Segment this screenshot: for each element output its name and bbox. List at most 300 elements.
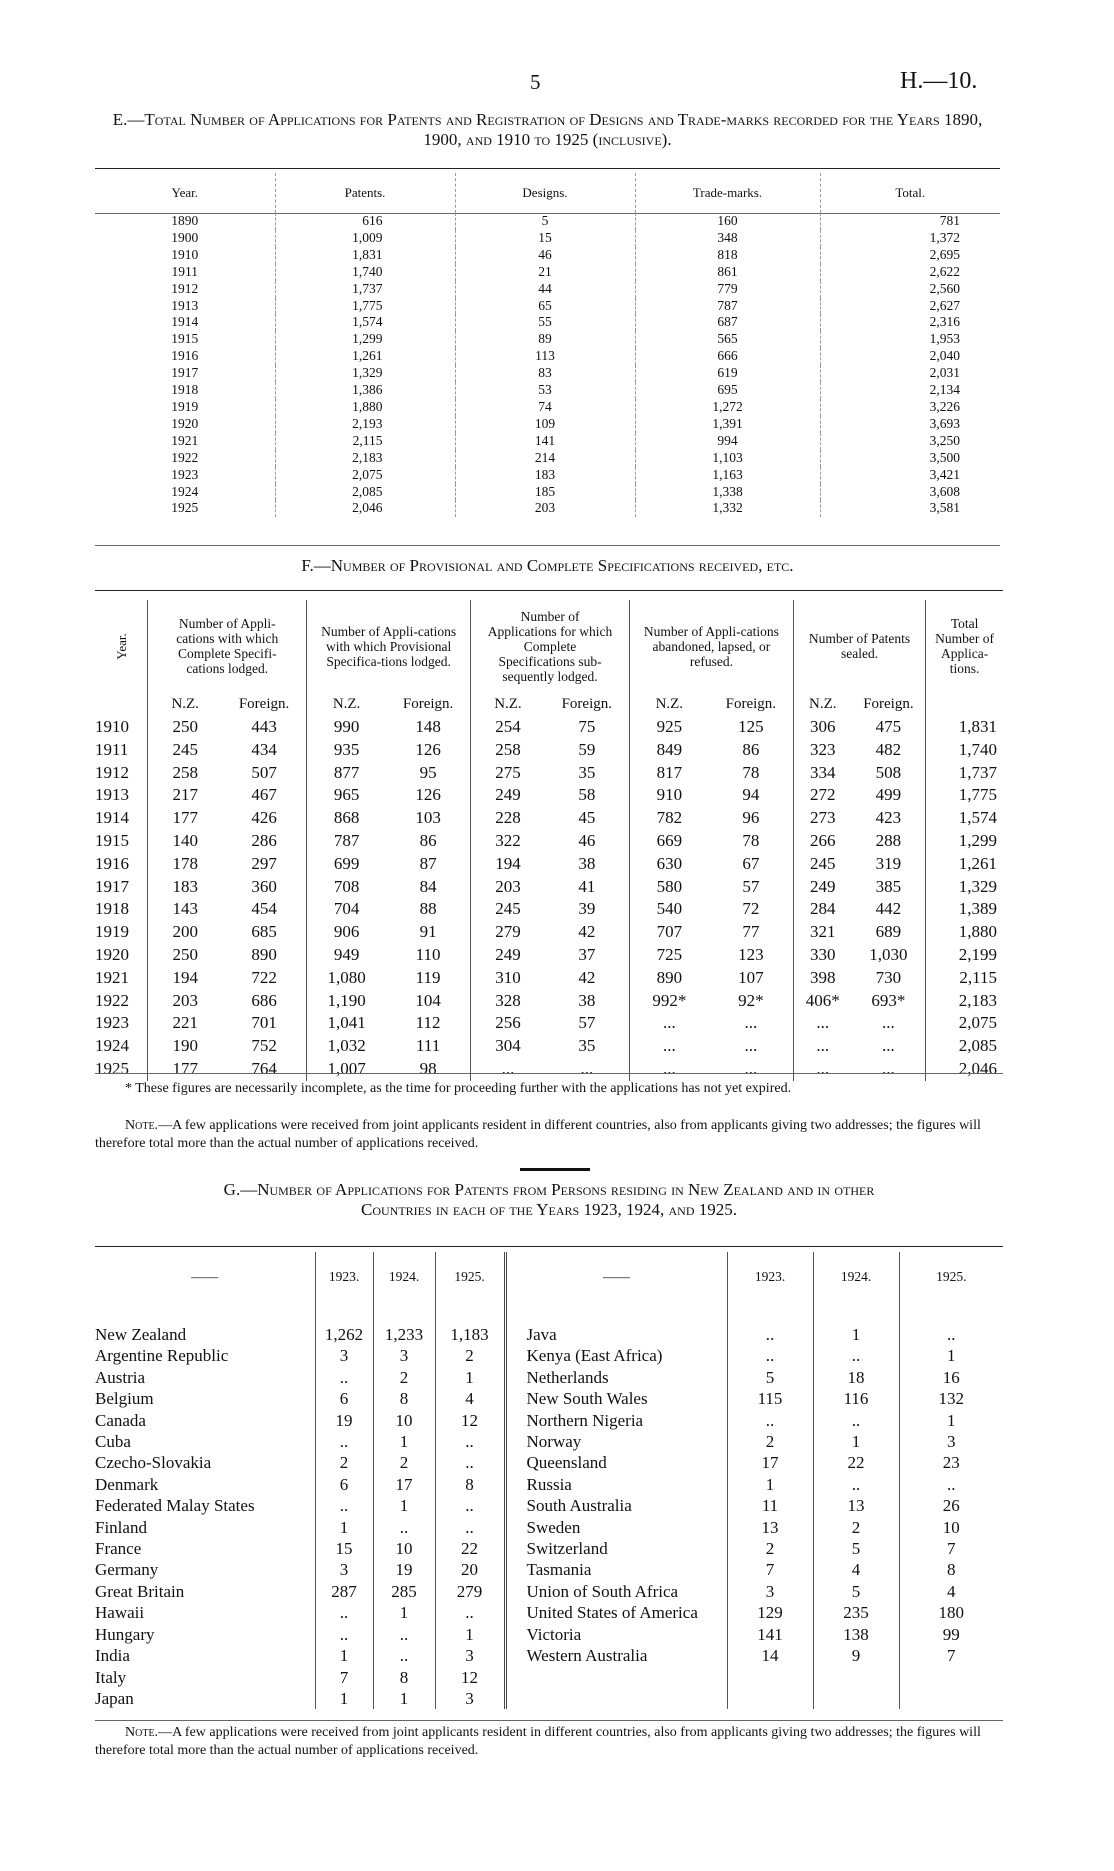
table-f-body xyxy=(95,716,1003,1081)
table-cell: 323 xyxy=(793,739,851,762)
column-header: Year. xyxy=(171,185,198,200)
empty-cell xyxy=(505,1688,727,1709)
note-label: Note. xyxy=(125,1725,159,1740)
table-cell: 272 xyxy=(793,784,851,807)
table-row xyxy=(95,1388,1003,1409)
table-cell: 12 xyxy=(435,1667,505,1688)
table-cell: 454 xyxy=(251,899,277,919)
table-cell: 112 xyxy=(415,1013,441,1033)
table-cell: 499 xyxy=(875,785,902,805)
table-cell: 1910 xyxy=(95,717,129,736)
table-g-title-rule xyxy=(520,1168,590,1171)
table-cell: 1,032 xyxy=(307,1035,386,1058)
table-cell: 141 xyxy=(455,433,635,450)
country-name: Netherlands xyxy=(505,1367,727,1388)
table-cell: 129 xyxy=(727,1602,813,1623)
country-name: Western Australia xyxy=(505,1645,727,1666)
table-g xyxy=(95,1252,1003,1709)
table-cell: .. xyxy=(727,1345,813,1366)
table-cell: .. xyxy=(373,1624,435,1645)
table-row xyxy=(95,365,1000,382)
table-cell: 2 xyxy=(373,1367,435,1388)
table-cell: 990 xyxy=(307,716,386,739)
table-cell: ... xyxy=(793,1035,851,1058)
table-cell: 1,007 xyxy=(307,1058,386,1081)
table-cell: 1922 xyxy=(171,449,199,465)
table-cell: .. xyxy=(813,1410,899,1431)
table-cell: 1,030 xyxy=(869,944,908,964)
table-cell: 1,261 xyxy=(275,348,455,365)
sub-header-foreign: Foreign. xyxy=(402,696,454,712)
table-cell: 285 xyxy=(373,1581,435,1602)
table-cell: 3,581 xyxy=(820,500,1000,517)
table-cell: 689 xyxy=(875,922,902,942)
table-cell: 245 xyxy=(793,853,851,876)
table-cell: 334 xyxy=(793,762,851,785)
table-cell: 91 xyxy=(419,922,437,942)
table-cell: 2 xyxy=(373,1452,435,1473)
table-cell: 817 xyxy=(629,762,708,785)
country-name: Finland xyxy=(95,1517,147,1537)
table-row xyxy=(95,416,1000,433)
note-label: Note. xyxy=(125,1118,159,1133)
table-cell: 1 xyxy=(727,1474,813,1495)
table-row xyxy=(95,876,1003,899)
table-cell: 994 xyxy=(635,433,820,450)
country-name: Italy xyxy=(95,1667,127,1687)
table-cell: 200 xyxy=(148,921,222,944)
table-cell: 7 xyxy=(727,1559,813,1580)
year-header xyxy=(95,600,148,692)
table-cell: 203 xyxy=(471,876,545,899)
table-cell: 1 xyxy=(373,1602,435,1623)
sub-header-foreign: Foreign. xyxy=(725,696,777,712)
table-cell: 348 xyxy=(635,230,820,247)
table-cell: 1,080 xyxy=(307,967,386,990)
table-cell: 701 xyxy=(251,1013,277,1033)
table-row xyxy=(95,281,1000,298)
table-cell: 2,193 xyxy=(275,416,455,433)
table-cell: 123 xyxy=(738,944,764,964)
table-cell: 3 xyxy=(315,1559,373,1580)
table-cell: 1 xyxy=(435,1367,505,1388)
table-cell: 10 xyxy=(899,1517,1003,1538)
table-cell: 235 xyxy=(813,1602,899,1623)
table-cell: 22 xyxy=(435,1538,505,1559)
table-cell: 18 xyxy=(813,1367,899,1388)
table-cell: 507 xyxy=(251,762,277,782)
table-cell: 1912 xyxy=(171,280,199,296)
table-cell: 443 xyxy=(251,717,277,736)
table-cell: 1,103 xyxy=(635,450,820,467)
country-name: Kenya (East Africa) xyxy=(505,1345,727,1366)
country-name: New Zealand xyxy=(95,1325,187,1344)
table-cell: 1,272 xyxy=(635,399,820,416)
table-cell: 1913 xyxy=(95,785,129,805)
table-cell: 2,075 xyxy=(275,467,455,484)
country-name: Czecho-Slovakia xyxy=(95,1453,212,1473)
table-row xyxy=(95,247,1000,264)
table-row xyxy=(95,944,1003,967)
table-cell: 965 xyxy=(307,784,386,807)
table-cell: 877 xyxy=(307,762,386,785)
table-row xyxy=(95,1452,1003,1473)
table-cell: 96 xyxy=(742,808,760,828)
table-cell: 87 xyxy=(419,853,437,873)
table-cell: .. xyxy=(373,1517,435,1538)
table-cell: 1914 xyxy=(95,808,129,828)
table-cell: 3,421 xyxy=(820,467,1000,484)
table-cell: ... xyxy=(629,1035,708,1058)
sub-header-blank xyxy=(95,692,148,716)
table-cell: 1,737 xyxy=(926,762,1003,785)
table-cell: 86 xyxy=(742,739,760,759)
table-cell: 328 xyxy=(471,990,545,1013)
table-cell: 1,737 xyxy=(275,281,455,298)
table-cell: 1 xyxy=(373,1495,435,1516)
table-cell: 1 xyxy=(373,1431,435,1452)
table-cell: 107 xyxy=(738,967,764,987)
table-cell: 17 xyxy=(727,1452,813,1473)
table-g-title-line1: G.—Number of Applications for Patents from Persons residing in New Zealand and in other xyxy=(223,1180,875,1199)
table-cell: 935 xyxy=(307,739,386,762)
table-cell: 1,338 xyxy=(635,484,820,501)
country-name: India xyxy=(95,1646,130,1666)
country-name: Tasmania xyxy=(505,1559,727,1580)
table-cell: 183 xyxy=(455,467,635,484)
table-cell: 13 xyxy=(813,1495,899,1516)
table-cell: 1925 xyxy=(171,500,199,516)
table-cell: 818 xyxy=(635,247,820,264)
table-cell: 1922 xyxy=(95,990,129,1010)
table-cell: 1919 xyxy=(95,922,129,942)
country-name: Japan xyxy=(95,1688,134,1708)
table-row xyxy=(95,784,1003,807)
group-header: Number of Patents sealed. xyxy=(793,600,925,692)
table-cell: 111 xyxy=(415,1036,441,1056)
table-cell: 1,299 xyxy=(275,331,455,348)
country-name: Sweden xyxy=(505,1517,727,1538)
table-cell: 630 xyxy=(629,853,708,876)
table-cell: 126 xyxy=(415,739,441,759)
table-row xyxy=(95,1410,1003,1431)
table-cell: 245 xyxy=(148,739,222,762)
table-cell: 1 xyxy=(315,1517,373,1538)
table-cell: 5 xyxy=(455,213,635,230)
table-cell: 88 xyxy=(419,899,437,919)
table-cell: 669 xyxy=(629,830,708,853)
table-cell: 266 xyxy=(793,830,851,853)
table-cell: 304 xyxy=(471,1035,545,1058)
table-e-title: E.—Total Number of Applications for Patents and Registration of Designs and Trade-marks recorded for the Years 1890, 1900, and 1910 to 1925 (inclusive). xyxy=(112,110,983,149)
column-header: Total. xyxy=(820,173,1000,213)
table-cell: 20 xyxy=(435,1559,505,1580)
column-header: Patents. xyxy=(275,173,455,213)
table-cell: .. xyxy=(899,1474,1003,1495)
table-cell: 1,299 xyxy=(926,830,1003,853)
table-cell: 2 xyxy=(727,1431,813,1452)
table-cell: 1910 xyxy=(171,246,199,262)
sub-header-nz: N.Z. xyxy=(629,692,708,716)
table-cell: 2,115 xyxy=(926,967,1003,990)
table-cell: 5 xyxy=(813,1581,899,1602)
table-cell: 1,389 xyxy=(926,898,1003,921)
table-cell: 104 xyxy=(415,990,441,1010)
table-cell: 143 xyxy=(148,898,222,921)
sub-header-nz: N.Z. xyxy=(148,692,222,716)
year-header: 1923. xyxy=(315,1252,373,1302)
table-cell: 1924 xyxy=(95,1036,129,1056)
country-name: Germany xyxy=(95,1560,159,1580)
table-cell: 2,183 xyxy=(275,450,455,467)
table-cell: 284 xyxy=(793,898,851,921)
table-cell: 228 xyxy=(471,807,545,830)
table-row xyxy=(95,230,1000,247)
table-cell: 890 xyxy=(629,967,708,990)
column-header: Trade-marks. xyxy=(635,173,820,213)
country-name: Hawaii xyxy=(95,1603,145,1623)
table-row xyxy=(95,1058,1003,1081)
year-header-label: Year. xyxy=(113,632,129,660)
country-name: Queensland xyxy=(505,1452,727,1473)
table-cell: 1,880 xyxy=(926,921,1003,944)
table-cell: 580 xyxy=(629,876,708,899)
country-name: Victoria xyxy=(505,1624,727,1645)
table-row xyxy=(95,399,1000,416)
table-cell: 699 xyxy=(307,853,386,876)
table-cell: 84 xyxy=(419,876,437,896)
group-header: Number of Appli-cations with which Complete Specifi-cations lodged. xyxy=(148,600,307,692)
table-row xyxy=(95,1517,1003,1538)
table-cell: 8 xyxy=(373,1388,435,1409)
table-cell: 1918 xyxy=(171,382,199,398)
table-cell: 704 xyxy=(307,898,386,921)
table-cell: 2,115 xyxy=(275,433,455,450)
table-cell: 2,183 xyxy=(926,990,1003,1013)
table-cell: 2,627 xyxy=(820,298,1000,315)
table-cell: 177 xyxy=(148,1058,222,1081)
table-cell: 22 xyxy=(813,1452,899,1473)
table-cell: 72 xyxy=(742,899,760,919)
table-cell: ... xyxy=(882,1036,895,1056)
table-cell: 861 xyxy=(635,264,820,281)
table-cell: 508 xyxy=(875,762,902,782)
table-cell: 8 xyxy=(899,1559,1003,1580)
group-header: Number of Applications for which Complete Specifications sub-sequently lodged. xyxy=(471,600,630,692)
table-cell: 685 xyxy=(251,922,277,942)
table-cell: 140 xyxy=(148,830,222,853)
table-row xyxy=(95,990,1003,1013)
table-row xyxy=(95,1035,1003,1058)
table-cell: 4 xyxy=(813,1559,899,1580)
page-number: 5 xyxy=(530,70,541,94)
table-cell: 2,316 xyxy=(820,314,1000,331)
year-header: 1924. xyxy=(813,1252,899,1302)
table-cell: 245 xyxy=(471,898,545,921)
table-f-top-rule xyxy=(95,590,1003,591)
table-cell: 19 xyxy=(373,1559,435,1580)
sub-header-row xyxy=(95,692,1003,716)
table-cell: 297 xyxy=(251,853,277,873)
table-cell: 125 xyxy=(738,717,764,736)
table-cell: 1,740 xyxy=(926,739,1003,762)
table-cell: 2,040 xyxy=(820,348,1000,365)
table-cell: 8 xyxy=(435,1474,505,1495)
table-cell: 250 xyxy=(148,944,222,967)
table-f-note xyxy=(95,1117,1003,1153)
table-cell: 250 xyxy=(148,716,222,739)
table-cell: 15 xyxy=(455,230,635,247)
table-cell: .. xyxy=(315,1431,373,1452)
empty-cell xyxy=(727,1667,813,1688)
table-cell: 666 xyxy=(635,348,820,365)
table-row xyxy=(95,716,1003,739)
table-cell: 258 xyxy=(471,739,545,762)
table-cell: ... xyxy=(471,1058,545,1081)
table-cell: 41 xyxy=(578,876,596,896)
table-cell: 1,329 xyxy=(275,365,455,382)
table-cell: 730 xyxy=(875,967,902,987)
table-cell: 109 xyxy=(455,416,635,433)
country-name: Denmark xyxy=(95,1474,159,1494)
table-cell: 1,831 xyxy=(275,247,455,264)
year-header: 1925. xyxy=(899,1252,1003,1302)
table-row xyxy=(95,213,1000,230)
table-cell: 906 xyxy=(307,921,386,944)
table-cell: 1913 xyxy=(171,297,199,313)
table-cell: 89 xyxy=(455,331,635,348)
table-cell: 1911 xyxy=(171,263,198,279)
table-cell: 254 xyxy=(471,716,545,739)
table-cell: ... xyxy=(882,1058,895,1078)
country-name: Russia xyxy=(505,1474,727,1495)
column-header: Designs. xyxy=(455,173,635,213)
table-g-title-line2: Countries in each of the Years 1923, 1924, and 1925. xyxy=(361,1200,737,1219)
table-cell: 78 xyxy=(742,830,760,850)
table-cell: 42 xyxy=(578,967,596,987)
table-cell: .. xyxy=(435,1602,505,1623)
table-cell: 707 xyxy=(629,921,708,944)
country-header-left: —— xyxy=(191,1269,219,1284)
country-name: New South Wales xyxy=(505,1388,727,1409)
table-cell: 423 xyxy=(875,808,902,828)
table-cell: 279 xyxy=(435,1581,505,1602)
table-cell: 286 xyxy=(251,830,277,850)
table-cell: 619 xyxy=(635,365,820,382)
table-row xyxy=(95,467,1000,484)
table-e-body xyxy=(95,213,1000,517)
table-cell: ... xyxy=(793,1058,851,1081)
table-cell: 330 xyxy=(793,944,851,967)
table-cell: 1917 xyxy=(171,365,199,381)
table-cell: 1,190 xyxy=(307,990,386,1013)
table-cell: 180 xyxy=(899,1602,1003,1623)
table-cell: 203 xyxy=(455,500,635,517)
table-cell: 275 xyxy=(471,762,545,785)
table-cell: 1,332 xyxy=(635,500,820,517)
table-cell: 540 xyxy=(629,898,708,921)
table-cell: .. xyxy=(315,1624,373,1645)
table-cell: 190 xyxy=(148,1035,222,1058)
table-cell: 2,695 xyxy=(820,247,1000,264)
table-cell: .. xyxy=(315,1602,373,1623)
table-cell: 1,953 xyxy=(820,331,1000,348)
table-cell: 475 xyxy=(875,717,902,736)
country-name: United States of America xyxy=(505,1602,727,1623)
table-cell: 2,046 xyxy=(275,500,455,517)
table-cell: 787 xyxy=(307,830,386,853)
table-cell: 58 xyxy=(578,785,596,805)
table-cell: 6 xyxy=(315,1474,373,1495)
table-cell: 65 xyxy=(455,298,635,315)
country-name: Argentine Republic xyxy=(95,1346,229,1366)
country-name: Canada xyxy=(95,1410,146,1430)
table-cell: 1890 xyxy=(171,213,199,228)
country-name: Cuba xyxy=(95,1432,131,1452)
sub-header-foreign: Foreign. xyxy=(863,696,914,712)
table-cell: 86 xyxy=(419,830,437,850)
table-cell: 1923 xyxy=(171,466,199,482)
table-cell: 5 xyxy=(813,1538,899,1559)
table-cell: 37 xyxy=(578,944,596,964)
table-row xyxy=(95,1012,1003,1035)
table-cell: 3 xyxy=(435,1688,505,1709)
table-cell: 194 xyxy=(471,853,545,876)
table-cell: 687 xyxy=(635,314,820,331)
table-cell: 1 xyxy=(813,1324,899,1345)
table-cell: 2,134 xyxy=(820,382,1000,399)
table-cell: 686 xyxy=(251,990,277,1010)
table-cell: 39 xyxy=(578,899,596,919)
table-cell: 319 xyxy=(875,853,902,873)
table-cell: 890 xyxy=(251,944,277,964)
table-row xyxy=(95,739,1003,762)
table-cell: .. xyxy=(435,1495,505,1516)
table-cell: 1,041 xyxy=(307,1012,386,1035)
table-cell: 1 xyxy=(435,1624,505,1645)
table-cell: .. xyxy=(813,1345,899,1366)
table-cell: 38 xyxy=(578,853,596,873)
table-cell: 3 xyxy=(899,1431,1003,1452)
table-cell: 1912 xyxy=(95,762,129,782)
table-cell: 1,261 xyxy=(926,853,1003,876)
table-cell: 1915 xyxy=(95,830,129,850)
table-cell: 249 xyxy=(471,944,545,967)
table-cell: 3,693 xyxy=(820,416,1000,433)
table-cell: 185 xyxy=(455,484,635,501)
table-cell: 177 xyxy=(148,807,222,830)
table-cell: 221 xyxy=(148,1012,222,1035)
table-cell: 126 xyxy=(415,785,441,805)
table-row xyxy=(95,433,1000,450)
table-f-bottom-rule xyxy=(95,1073,1003,1074)
table-cell: 1915 xyxy=(171,331,199,347)
table-cell: 385 xyxy=(875,876,902,896)
table-cell: 95 xyxy=(419,762,437,782)
table-row xyxy=(95,331,1000,348)
table-cell: 160 xyxy=(635,213,820,230)
table-cell: ... xyxy=(580,1058,594,1078)
table-cell: 482 xyxy=(875,739,902,759)
table-row xyxy=(95,807,1003,830)
table-row xyxy=(95,1345,1003,1366)
table-cell: 103 xyxy=(415,808,441,828)
table-cell: 565 xyxy=(635,331,820,348)
table-cell: 4 xyxy=(435,1388,505,1409)
table-cell: 214 xyxy=(455,450,635,467)
table-cell: 1916 xyxy=(95,853,129,873)
table-cell: ... xyxy=(744,1036,758,1056)
